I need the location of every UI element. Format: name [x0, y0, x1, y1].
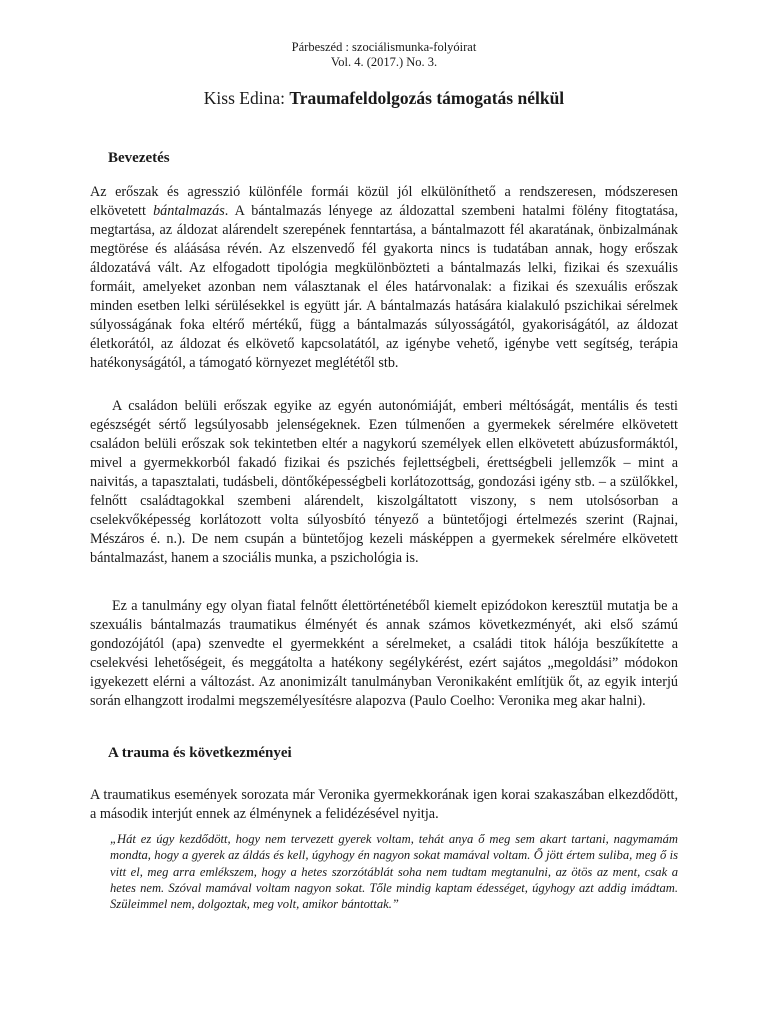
paragraph-1-emphasis: bántalmazás [153, 203, 225, 219]
author-name: Kiss Edina: [203, 88, 285, 108]
journal-header [0, 40, 768, 70]
journal-name: Párbeszéd : szociálismunka-folyóirat [291, 40, 477, 54]
section-heading-trauma: A trauma és következményei [108, 745, 292, 761]
paragraph-1 [90, 183, 678, 373]
paragraph-3: Ez a tanulmány egy olyan fiatal felnőtt élettörténetéből kiemelt epizódokon keresztül mutatja be a szexuális bántalmazás traumatikus élményét és annak számos következményét, aki első számú gondozójától (apa) szenvedte el gyermekként a sérelmeket, a családi titok hálója beszűkítette a cselekvési lehetőségeit, és meggátolta a hatékony segélykérést, ezért sajátos „megoldási” módokon igyekezett elérni a változást. Az anonimizált tanulmányban Veronikaként említjük őt, az egyik interjú során elhangzott irodalmi megszemélyesítésre alapozva (Paulo Coelho: Veronika meg akar halni). [90, 598, 678, 709]
section-heading-intro: Bevezetés [108, 150, 170, 166]
paragraph-2: A családon belüli erőszak egyike az egyén autonómiáját, emberi méltóságát, mentális és testi egészségét sértő legsúlyosabb jelenségeknek. Ezen túlmenően a gyermekek sérelmére elkövetett családon belüli erőszak sok tekintetben eltér a nagykorú személyek ellen elkövetett abúzusformáktól, mivel a gyermekkorból fakadó fizikai és pszichés fejlettségbeli, érettségbeli jellemzők – mint a naivitás, a tapasztalati, tudásbeli, döntőképességbeli korlátozottság, gondozási igény stb. – a szülőkkel, felnőtt családtagokkal szembeni alárendelt, kiszolgáltatott viszony, s nem utolsósorban a cselekvőképesség korlátozott volta súlyosbító tényező a büntetőjogi értelmezés szerint (Rajnai, Mészáros é. n.). De nem csupán a büntetőjog kezeli másképpen a gyermekek sérelmére elkövetett bántalmazást, hanem a szociális munka, a pszichológia is. [90, 398, 678, 566]
journal-issue: Vol. 4. (2017.) No. 3. [330, 55, 438, 69]
paragraph-4: A traumatikus események sorozata már Veronika gyermekkorának igen korai szakaszában elkezdődött, a második interjút ennek az élménynek a felidézésével nyitja. [90, 787, 678, 822]
interview-quote: „Hát ez úgy kezdődött, hogy nem tervezett gyerek voltam, tehát anya ő meg sem akart tartani, nagymamám mondta, hogy a gyerek az áldás és kell, úgyhogy én nagyon sokat mamával voltam. Ő jött értem suliba, meg ő is vitt el, meg arra emlékszem, hogy a hetes szorzótáblát soha nem tudtam megtanulni, az ötös az ment, csak a hetes nem. Szóval mamával voltam nagyon sokat. Tőle mindig kaptam édességet, úgyhogy azt addig imádtam. Szüleimmel nem, dolgoztak, meg volt, amikor bántottak.” [110, 832, 678, 912]
article-title [0, 87, 768, 109]
paragraph-1-start: Az erőszak és agresszió különféle formái közül jól elkülöníthető a rendszeresen, módszeresen elkövetett [90, 184, 678, 219]
title-text: Traumafeldolgozás támogatás nélkül [289, 88, 565, 108]
paragraph-1-rest: . A bántalmazás lényege az áldozattal szembeni hatalmi fölény fitogtatása, megtartása, az áldozat alárendelt szerepének fenntartása, a bántalmazott fél akaratának, önbizalmának megtörése és aláásása révén. Az elszenvedő fél gyakorta nincs is tudatában annak, hogy erőszak áldozatává vált. Az elfogadott tipológia megkülönbözteti a bántalmazás lelki, fizikai és szexuális formáit, amelyeket azonban nem választanak el éles határvonalak: a fizikai és szexuális erőszak minden esetben lelki sérülésekkel is együtt jár. A bántalmazás hatására kialakuló pszichikai sérelmek súlyosságának foka eltérő mértékű, függ a bántalmazás súlyosságától, gyakoriságától, az áldozat életkorától, az áldozat és elkövető kapcsolatától, az igénybe vehető, igénybe vett segítség, terápia hatékonyságától, a támogató környezet meglététől stb. [90, 203, 678, 371]
